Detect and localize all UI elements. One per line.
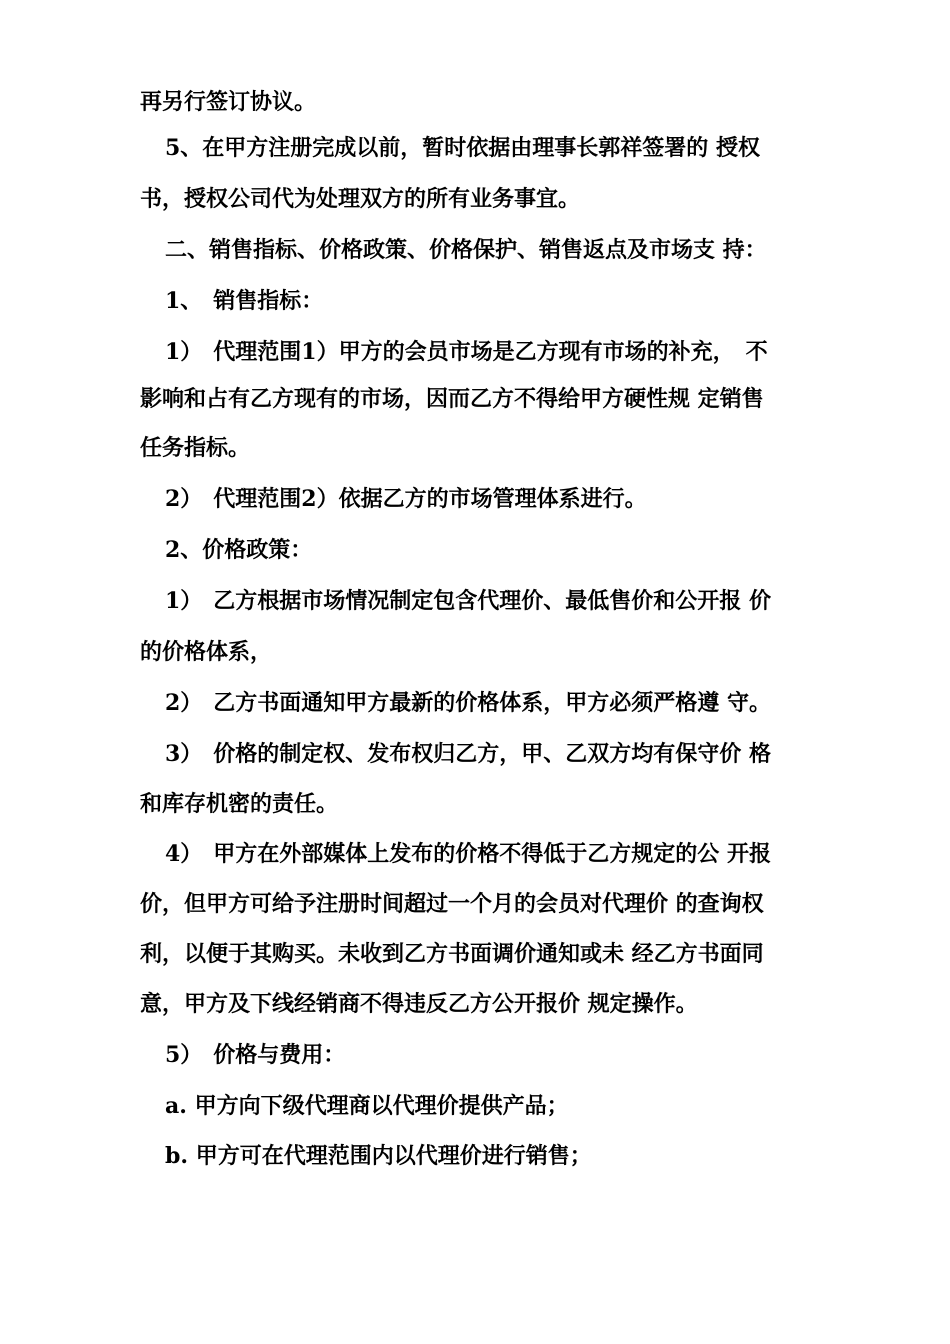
text-line: 价，但甲方可给予注册时间超过一个月的会员对代理价 的查询权 — [140, 891, 764, 917]
text-line: 1、 销售指标： — [165, 288, 324, 314]
text-line: 意，甲方及下线经销商不得违反乙方公开报价 规定操作。 — [140, 991, 698, 1017]
text-line: 2） 乙方书面通知甲方最新的价格体系，甲方必须严格遵 守。 — [165, 690, 771, 716]
text-line: 任务指标。 — [140, 435, 251, 461]
text-line: 1） 代理范围1）甲方的会员市场是乙方现有市场的补充， 不 — [165, 339, 768, 365]
text-line: a. 甲方向下级代理商以代理价提供产品； — [165, 1093, 569, 1119]
text-line: 2） 代理范围2）依据乙方的市场管理体系进行。 — [165, 486, 647, 512]
text-line: 再另行签订协议。 — [140, 89, 317, 115]
text-line: 5） 价格与费用： — [165, 1042, 346, 1068]
text-line: 影响和占有乙方现有的市场，因而乙方不得给甲方硬性规 定销售 — [140, 386, 764, 412]
text-line: 5、在甲方注册完成以前，暂时依据由理事长郭祥签署的 授权 — [165, 135, 760, 161]
text-line: 和库存机密的责任。 — [140, 791, 339, 817]
text-line: 利，以便于其购买。未收到乙方书面调价通知或未 经乙方书面同 — [140, 941, 764, 967]
text-line: 书，授权公司代为处理双方的所有业务事宜。 — [140, 186, 581, 212]
text-line: 3） 价格的制定权、发布权归乙方，甲、乙双方均有保守价 格 — [165, 741, 771, 767]
text-line: 4） 甲方在外部媒体上发布的价格不得低于乙方规定的公 开报 — [165, 841, 771, 867]
text-line: 的价格体系， — [140, 639, 273, 665]
text-line: 2、价格政策： — [165, 537, 313, 563]
text-line: 二、销售指标、价格政策、价格保护、销售返点及市场支 持： — [165, 237, 767, 263]
text-line: 1） 乙方根据市场情况制定包含代理价、最低售价和公开报 价 — [165, 588, 771, 614]
text-line: b. 甲方可在代理范围内以代理价进行销售； — [165, 1143, 592, 1169]
